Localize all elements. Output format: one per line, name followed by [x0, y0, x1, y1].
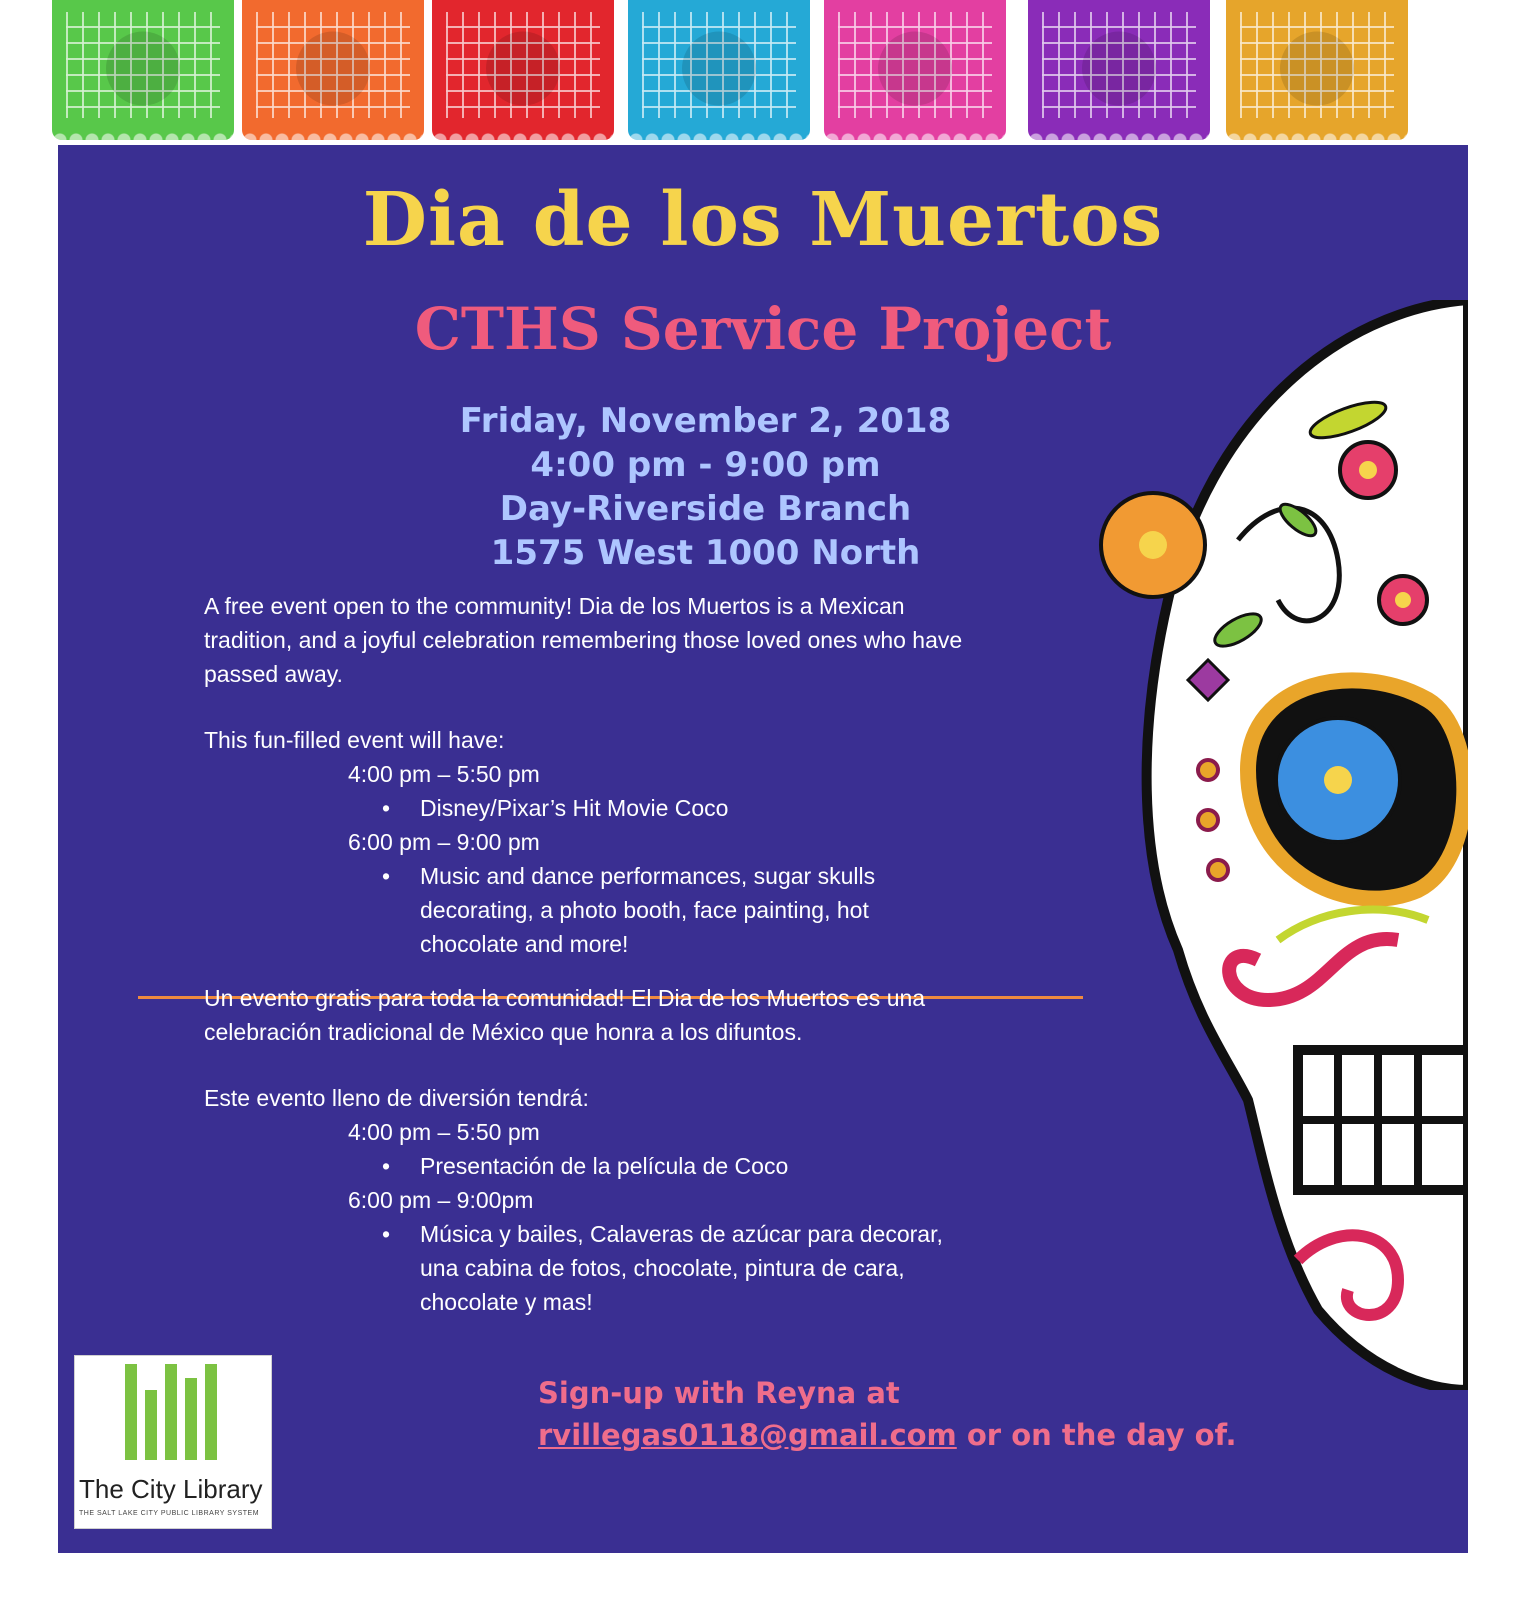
- event-location: Day-Riverside Branch: [499, 489, 912, 529]
- bullet-icon: •: [382, 795, 391, 821]
- spanish-lead: Este evento lleno de diversión tendrá:: [204, 1085, 589, 1111]
- english-schedule-time: 4:00 pm – 5:50 pm: [348, 761, 540, 787]
- signup-line: Sign-up with Reyna at: [538, 1376, 900, 1410]
- dancer-icon: [1280, 32, 1354, 106]
- english-schedule-item: • Music and dance performances, sugar skulls decorating, a photo booth, face painting, hot chocolate and more!: [204, 859, 1104, 961]
- spanish-section: [204, 981, 1104, 1319]
- spanish-intro: Un evento gratis para toda la comunidad! El Dia de los Muertos es una celebración tradicional de México que honra a los difuntos.: [204, 985, 926, 1045]
- event-details: [368, 399, 1043, 575]
- dot-decoration: [1208, 860, 1228, 880]
- event-time: 4:00 pm - 9:00 pm: [530, 445, 881, 485]
- spanish-schedule-item: • Presentación de la película de Coco: [204, 1149, 980, 1183]
- signup-suffix: or on the day of.: [956, 1418, 1237, 1452]
- banner-flag-green: [52, 0, 234, 140]
- library-name: The City Library: [79, 1474, 263, 1504]
- banner-flag-gold: [1226, 0, 1408, 140]
- banner-flag-pink: [824, 0, 1006, 140]
- couple-icon: [106, 32, 180, 106]
- banner-flag-purple: [1028, 0, 1210, 140]
- signup-line: [538, 1414, 1237, 1456]
- papel-picado-banner: [52, 0, 1468, 145]
- english-section: [204, 589, 1104, 961]
- flyer-title: Dia de los Muertos: [362, 177, 1164, 263]
- horse-icon: [486, 32, 560, 106]
- english-schedule-time: 6:00 pm – 9:00 pm: [348, 829, 540, 855]
- angel-icon: [1082, 32, 1156, 106]
- event-address: 1575 West 1000 North: [490, 533, 921, 573]
- banner-flag-blue: [628, 0, 810, 140]
- city-library-logo: [74, 1355, 272, 1529]
- bullet-icon: •: [382, 1153, 391, 1179]
- flyer-subtitle: CTHS Service Project: [414, 295, 1112, 363]
- spanish-schedule-time: 4:00 pm – 5:50 pm: [348, 1119, 540, 1145]
- woman-icon: [682, 32, 756, 106]
- banner-flag-orange: [242, 0, 424, 140]
- dot-decoration: [1198, 810, 1218, 830]
- bullet-icon: •: [382, 863, 391, 889]
- dot-decoration: [1198, 760, 1218, 780]
- library-tagline: THE SALT LAKE CITY PUBLIC LIBRARY SYSTEM: [79, 1510, 260, 1517]
- bullet-icon: •: [382, 1221, 391, 1247]
- english-lead: This fun-filled event will have:: [204, 727, 505, 753]
- guitar-icon: [296, 32, 370, 106]
- signup-info: [538, 1372, 1237, 1456]
- event-date: Friday, November 2, 2018: [459, 401, 952, 441]
- library-books-icon: [125, 1364, 217, 1460]
- spanish-schedule-time: 6:00 pm – 9:00pm: [348, 1187, 534, 1213]
- sugar-skull-illustration: [1098, 300, 1468, 1390]
- village-icon: [878, 32, 952, 106]
- english-schedule-item: • Disney/Pixar’s Hit Movie Coco: [204, 791, 980, 825]
- flyer-panel: [58, 145, 1468, 1553]
- english-intro: A free event open to the community! Dia de los Muertos is a Mexican tradition, and a joyful celebration remembering those loved ones who have passed away.: [204, 593, 963, 687]
- spanish-schedule-item: • Música y bailes, Calaveras de azúcar para decorar, una cabina de fotos, chocolate, pintura de cara, chocolate y mas!: [204, 1217, 1104, 1319]
- signup-email-link[interactable]: rvillegas0118@gmail.com: [538, 1418, 957, 1452]
- banner-flag-red: [432, 0, 614, 140]
